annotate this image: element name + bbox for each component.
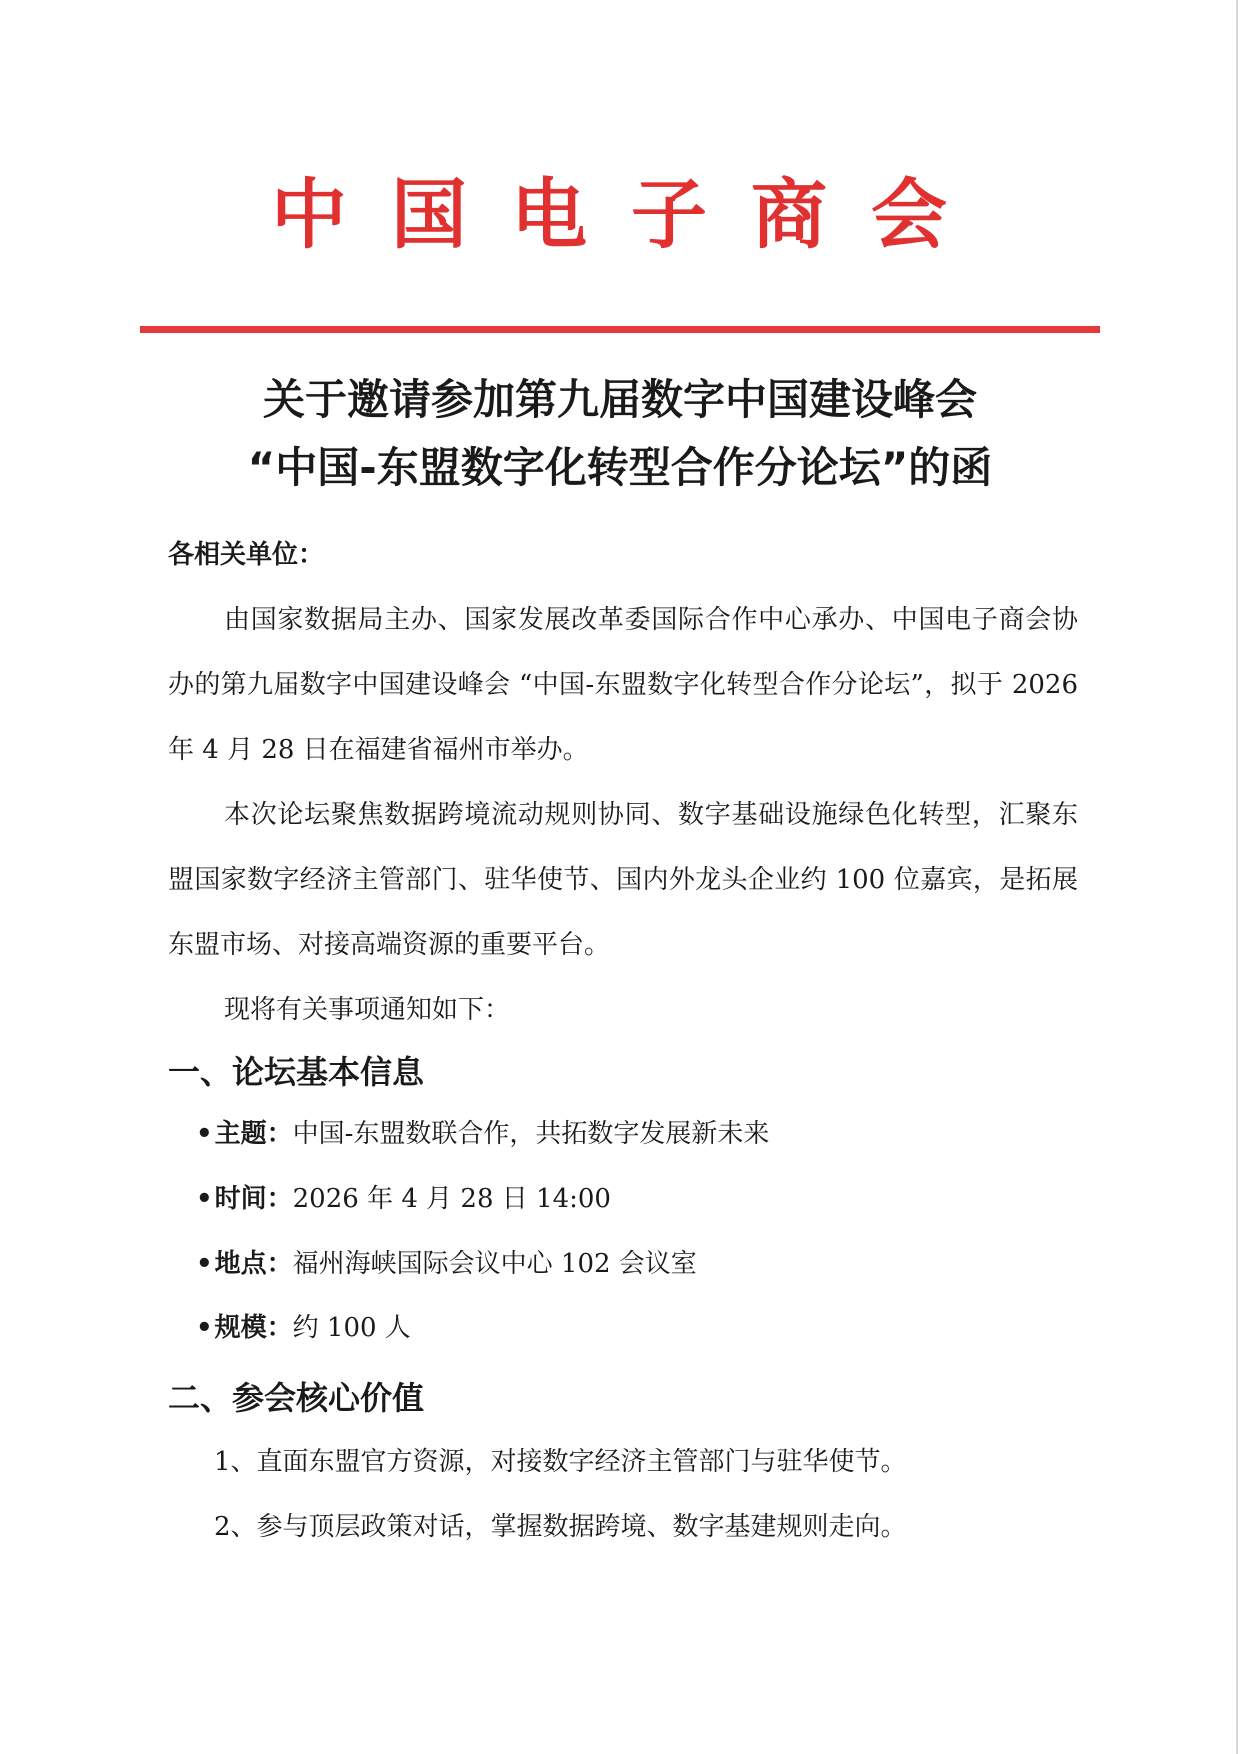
document-title-line-1: 关于邀请参加第九届数字中国建设峰会 (262, 375, 977, 424)
info-item-theme (196, 1112, 769, 1156)
info-value: 约 100 人 (292, 1313, 411, 1343)
bullet-icon: • (196, 1249, 213, 1279)
info-label: 时间： (214, 1184, 293, 1214)
info-item-time (196, 1177, 611, 1221)
info-item-scale (196, 1306, 411, 1350)
info-value: 福州海峡国际会议中心 102 会议室 (292, 1249, 697, 1279)
letterhead-red-rule (140, 326, 1100, 333)
info-item-location (196, 1242, 697, 1286)
section-heading-core-value: 二、参会核心价值 (168, 1379, 425, 1417)
bullet-icon: • (196, 1184, 213, 1214)
page-edge (1236, 0, 1238, 1754)
bullet-icon: • (196, 1313, 213, 1343)
body-paragraph: 由国家数据局主办、国家发展改革委国际合作中心承办、中国电子商会协办的第九届数字中国建设峰会 “中国-东盟数字化转型合作分论坛”，拟于 2026 年 4 月 28 日在福建省福州市举办。 (168, 605, 1078, 765)
body-paragraph: 本次论坛聚焦数据跨境流动规则协同、数字基础设施绿色化转型，汇聚东盟国家数字经济主管部门、驻华使节、国内外龙头企业约 100 位嘉宾，是拓展东盟市场、对接高端资源的重要平台。 (168, 800, 1078, 960)
core-value-item: 2、参与顶层政策对话，掌握数据跨境、数字基建规则走向。 (214, 1512, 907, 1542)
bullet-icon: • (196, 1119, 213, 1149)
salutation: 各相关单位： (168, 540, 325, 570)
info-label: 规模： (214, 1313, 293, 1343)
info-value: 2026 年 4 月 28 日 14:00 (292, 1184, 611, 1214)
info-label: 主题： (214, 1119, 293, 1149)
document-title-line-2: “中国-东盟数字化转型合作分论坛”的函 (247, 443, 993, 492)
letterhead-org-name: 中国电子商会 (271, 170, 991, 259)
info-label: 地点： (214, 1249, 293, 1279)
core-value-item: 1、直面东盟官方资源，对接数字经济主管部门与驻华使节。 (214, 1447, 907, 1477)
section-heading-forum-info: 一、论坛基本信息 (168, 1053, 425, 1091)
info-value: 中国-东盟数联合作，共拓数字发展新未来 (292, 1119, 770, 1149)
body-paragraph: 现将有关事项通知如下： (224, 995, 511, 1025)
